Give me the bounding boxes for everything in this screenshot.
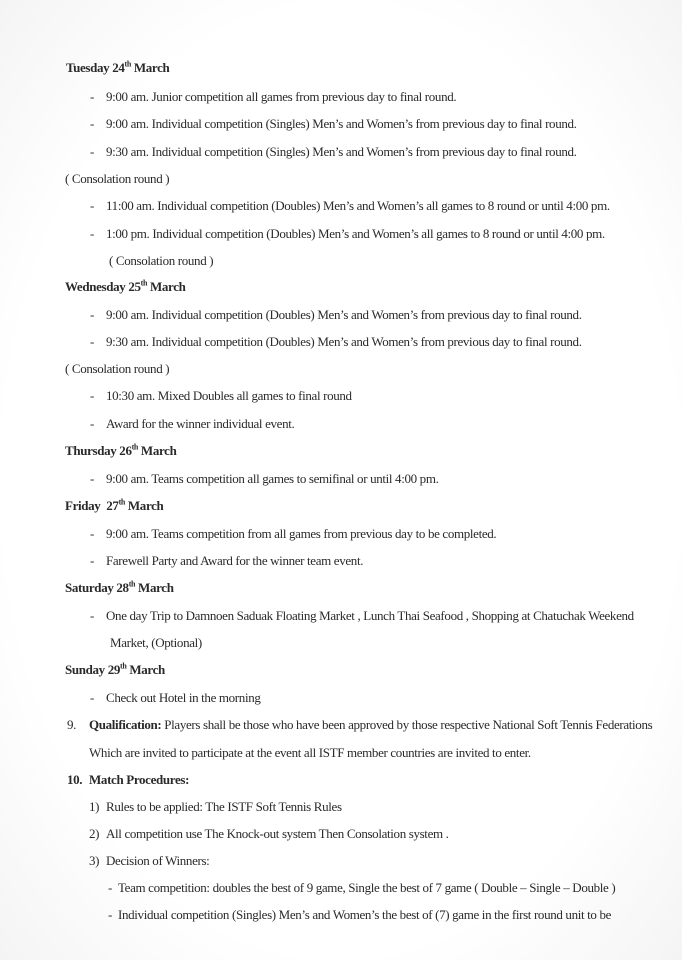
schedule-item: - Farewell Party and Award for the winner team event. [90,553,364,568]
consolation-note: ( Consolation round ) [65,361,170,376]
schedule-item: - 1:00 pm. Individual competition (Doubles) Men’s and Women’s all games to 8 round or until 4:00 pm. [90,226,605,241]
schedule-item: - Check out Hotel in the morning [90,690,261,705]
schedule-item-continuation: Market, (Optional) [110,635,202,650]
schedule-item: - Award for the winner individual event. [90,416,295,431]
day-heading-tuesday: Tuesday 24th March [66,59,170,75]
day-heading-friday: Friday 27th March [65,497,164,513]
qualification-section: 9. Qualification: Players shall be those who have been approved by those respective National Soft Tennis Federations [67,717,653,732]
day-heading-saturday: Saturday 28th March [65,579,174,595]
schedule-item: - 10:30 am. Mixed Doubles all games to final round [90,388,352,403]
schedule-item: - 9:00 am. Individual competition (Singles) Men’s and Women’s from previous day to final round. [90,116,577,131]
winner-rule-item: - Team competition: doubles the best of 9 game, Single the best of 7 game ( Double – Single – Double ) [108,880,616,895]
schedule-item: - 9:00 am. Teams competition from all games from previous day to be completed. [90,526,497,541]
schedule-item: - 11:00 am. Individual competition (Doubles) Men’s and Women’s all games to 8 round or until 4:00 pm. [90,198,610,213]
rule-item: 2) All competition use The Knock-out system Then Consolation system . [89,826,449,841]
match-procedures-heading: 10. Match Procedures: [67,772,190,787]
rule-item: 1) Rules to be applied: The ISTF Soft Tennis Rules [89,799,342,814]
consolation-note: ( Consolation round ) [65,171,170,186]
day-heading-wednesday: Wednesday 25th March [65,278,186,294]
schedule-item: - 9:00 am. Junior competition all games from previous day to final round. [90,89,457,104]
rule-item: 3) Decision of Winners: [89,853,210,868]
qualification-continuation: Which are invited to participate at the event all ISTF member countries are invited to enter. [89,745,531,760]
day-heading-thursday: Thursday 26th March [65,442,177,458]
schedule-item: - 9:30 am. Individual competition (Doubles) Men’s and Women’s from previous day to final round. [90,334,582,349]
winner-rule-item: - Individual competition (Singles) Men’s and Women’s the best of (7) game in the first round unit to be [108,907,612,922]
schedule-item: - 9:00 am. Teams competition all games to semifinal or until 4:00 pm. [90,471,439,486]
schedule-item: - 9:30 am. Individual competition (Singles) Men’s and Women’s from previous day to final round. [90,144,577,159]
consolation-note: ( Consolation round ) [109,253,214,268]
schedule-item: - One day Trip to Damnoen Saduak Floating Market , Lunch Thai Seafood , Shopping at Chatuchak Weekend [90,608,634,623]
schedule-item: - 9:00 am. Individual competition (Doubles) Men’s and Women’s from previous day to final round. [90,307,582,322]
day-heading-sunday: Sunday 29th March [65,661,165,677]
